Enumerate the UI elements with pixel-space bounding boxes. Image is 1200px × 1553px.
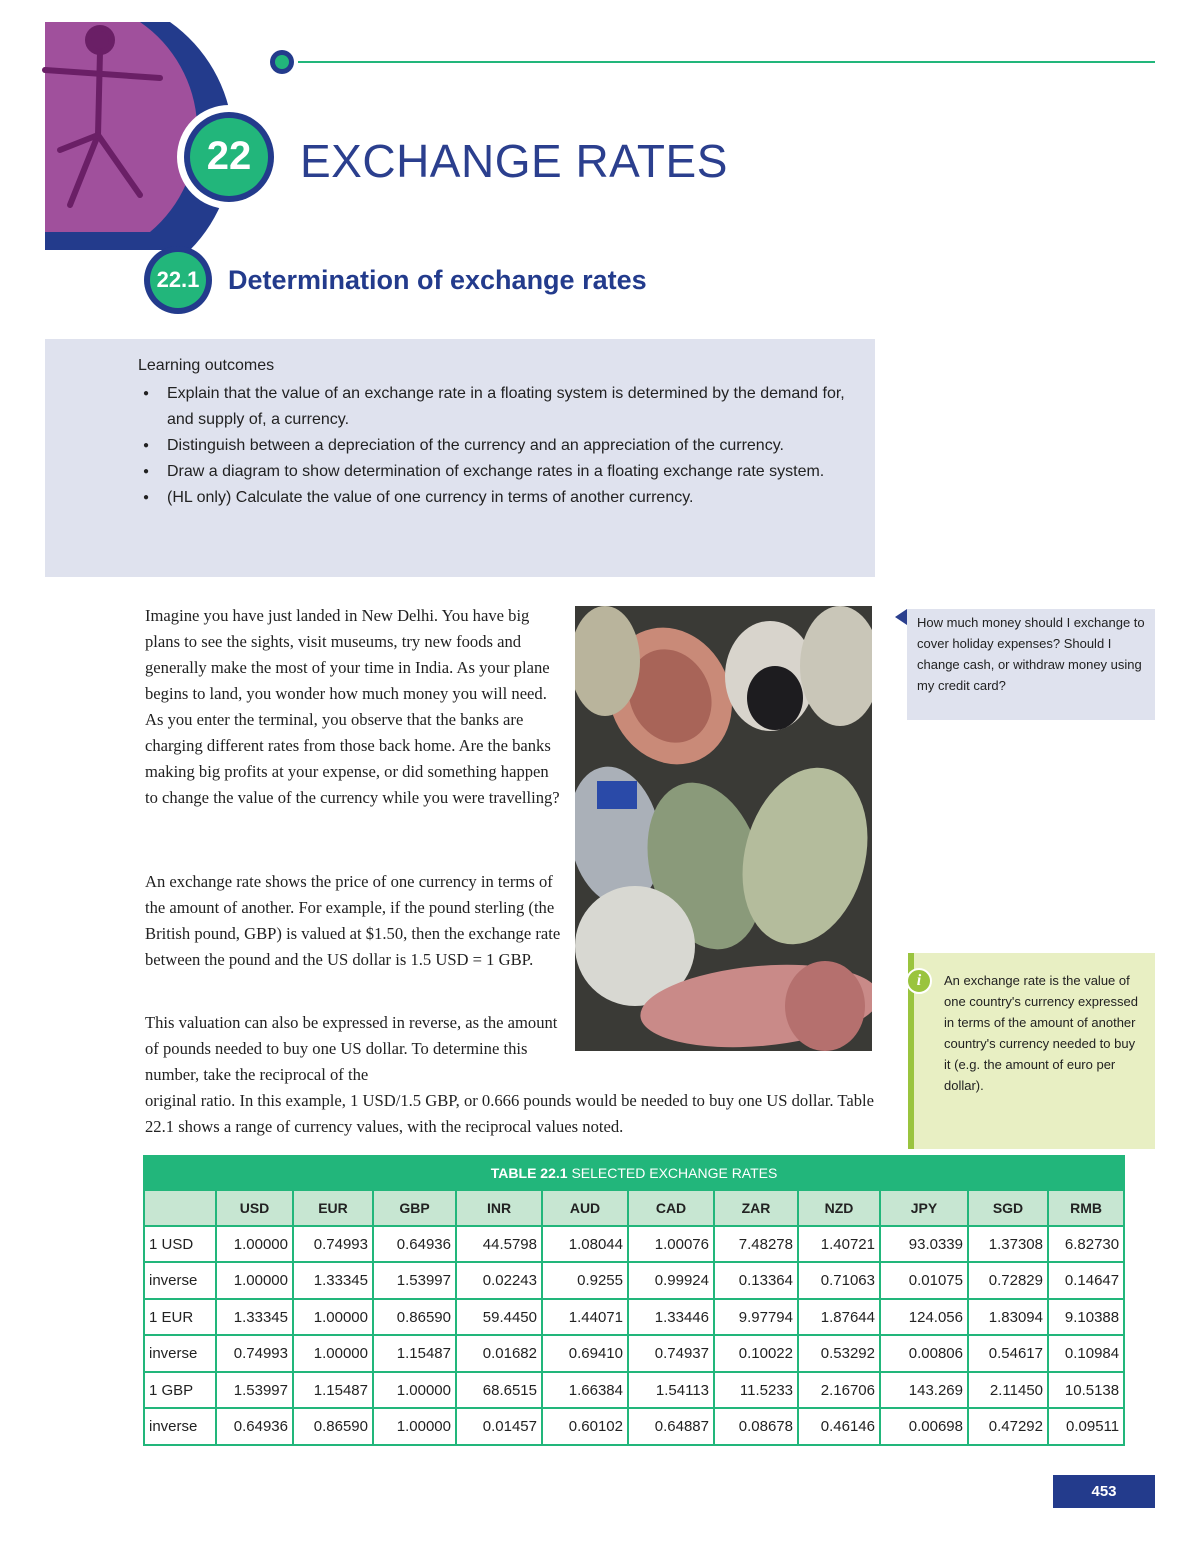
table-caption-label: TABLE 22.1 xyxy=(490,1165,568,1181)
table-column-header: CAD xyxy=(628,1190,714,1226)
table-cell: 1.66384 xyxy=(542,1372,628,1408)
table-cell: 1.00000 xyxy=(293,1335,373,1372)
table-cell: 0.64936 xyxy=(216,1408,293,1445)
table-cell: 0.14647 xyxy=(1048,1262,1124,1299)
table-column-header: INR xyxy=(456,1190,542,1226)
table-cell: 1.53997 xyxy=(216,1372,293,1408)
table-cell: 1.00000 xyxy=(216,1226,293,1262)
table-cell: 1.33345 xyxy=(293,1262,373,1299)
table-cell: 1.15487 xyxy=(373,1335,456,1372)
table-row xyxy=(144,1262,1124,1299)
table-cell: 0.74993 xyxy=(293,1226,373,1262)
table-cell: 0.01457 xyxy=(456,1408,542,1445)
table-cell: 2.16706 xyxy=(798,1372,880,1408)
table-cell: 0.69410 xyxy=(542,1335,628,1372)
table-row-label: inverse xyxy=(144,1408,216,1445)
table-cell: 1.83094 xyxy=(968,1299,1048,1335)
table-cell: 0.64887 xyxy=(628,1408,714,1445)
chapter-number: 22 xyxy=(206,134,252,178)
table-cell: 0.01075 xyxy=(880,1262,968,1299)
margin-definition-text: An exchange rate is the value of one country's currency expressed in terms of the amount of another country's currency needed to buy it (e.g. the amount of euro per dollar). xyxy=(944,973,1138,1093)
table-cell: 10.5138 xyxy=(1048,1372,1124,1408)
table-cell: 1.00076 xyxy=(628,1226,714,1262)
margin-question-text: How much money should I exchange to cover holiday expenses? Should I change cash, or withdraw money using my credit card? xyxy=(917,615,1145,693)
table-cell: 0.02243 xyxy=(456,1262,542,1299)
table-cell: 0.72829 xyxy=(968,1262,1048,1299)
table-column-header: ZAR xyxy=(714,1190,798,1226)
body-paragraph-reciprocal: This valuation can also be expressed in reverse, as the amount of pounds needed to buy one US dollar. To determine this number, take the reciprocal of the xyxy=(145,1013,558,1084)
exchange-rates-table xyxy=(143,1155,1125,1446)
section-number: 22.1 xyxy=(156,267,200,292)
table-cell: 0.99924 xyxy=(628,1262,714,1299)
table-cell: 1.00000 xyxy=(216,1262,293,1299)
table-cell: 1.44071 xyxy=(542,1299,628,1335)
table-cell: 0.01682 xyxy=(456,1335,542,1372)
table-cell: 124.056 xyxy=(880,1299,968,1335)
table-body xyxy=(144,1226,1124,1445)
body-paragraph-reciprocal-cont: original ratio. In this example, 1 USD/1.5 GBP, or 0.666 pounds would be needed to buy one US dollar. Table 22.1 shows a range of currency values, with the reciprocal values noted. xyxy=(145,1091,875,1136)
table-cell: 0.71063 xyxy=(798,1262,880,1299)
table-cell: 0.47292 xyxy=(968,1408,1048,1445)
outcome-item: ● (HL only) Calculate the value of one currency in terms of another currency. xyxy=(138,485,867,511)
table-row-label: 1 USD xyxy=(144,1226,216,1262)
table-row-label: inverse xyxy=(144,1262,216,1299)
table-cell: 1.54113 xyxy=(628,1372,714,1408)
table-cell: 7.48278 xyxy=(714,1226,798,1262)
table-cell: 9.97794 xyxy=(714,1299,798,1335)
section-title: Determination of exchange rates xyxy=(228,265,647,295)
table-cell: 68.6515 xyxy=(456,1372,542,1408)
table-cell: 0.08678 xyxy=(714,1408,798,1445)
table-cell: 1.00000 xyxy=(373,1372,456,1408)
table-cell: 1.40721 xyxy=(798,1226,880,1262)
chapter-title: EXCHANGE RATES xyxy=(300,135,728,187)
table-cell: 0.74993 xyxy=(216,1335,293,1372)
table-column-header: USD xyxy=(216,1190,293,1226)
table-cell: 0.54617 xyxy=(968,1335,1048,1372)
table-cell: 0.13364 xyxy=(714,1262,798,1299)
table-cell: 0.64936 xyxy=(373,1226,456,1262)
table-caption xyxy=(144,1156,1124,1190)
table-column-header: RMB xyxy=(1048,1190,1124,1226)
table-cell: 1.15487 xyxy=(293,1372,373,1408)
table-cell: 1.08044 xyxy=(542,1226,628,1262)
table-column-header: EUR xyxy=(293,1190,373,1226)
table-cell: 11.5233 xyxy=(714,1372,798,1408)
table-row xyxy=(144,1335,1124,1372)
table-cell: 0.10984 xyxy=(1048,1335,1124,1372)
table-cell: 0.74937 xyxy=(628,1335,714,1372)
table-caption-text: SELECTED EXCHANGE RATES xyxy=(571,1165,778,1181)
table-cell: 0.46146 xyxy=(798,1408,880,1445)
table-cell: 0.00698 xyxy=(880,1408,968,1445)
table-column-header: NZD xyxy=(798,1190,880,1226)
rolled-banknotes-photo xyxy=(575,606,872,1051)
table-row-label: 1 EUR xyxy=(144,1299,216,1335)
table-row-label: 1 GBP xyxy=(144,1372,216,1408)
outcome-item: ● Draw a diagram to show determination of exchange rates in a floating exchange rate system. xyxy=(138,459,867,485)
table-cell: 1.33446 xyxy=(628,1299,714,1335)
table-column-header: AUD xyxy=(542,1190,628,1226)
info-icon: i xyxy=(906,968,932,994)
learning-outcomes-box xyxy=(45,339,875,577)
table-row xyxy=(144,1408,1124,1445)
table-row-label: inverse xyxy=(144,1335,216,1372)
table-cell: 0.10022 xyxy=(714,1335,798,1372)
table-cell: 0.9255 xyxy=(542,1262,628,1299)
learning-outcomes-heading: Learning outcomes xyxy=(138,357,275,374)
table-cell: 2.11450 xyxy=(968,1372,1048,1408)
table-cell: 93.0339 xyxy=(880,1226,968,1262)
table-cell: 0.86590 xyxy=(373,1299,456,1335)
body-paragraph-intro: Imagine you have just landed in New Delhi. You have big plans to see the sights, visit museums, try new foods and generally make the most of your time in India. As your plane begins to land, you wonder how much money you will need. As you enter the terminal, you observe that the banks are charging different rates from those back home. Are the banks making big profits at your expense, or did something happen to change the value of the currency while you were travelling? xyxy=(145,606,560,807)
table-cell: 0.09511 xyxy=(1048,1408,1124,1445)
table-cell: 1.37308 xyxy=(968,1226,1048,1262)
table-cell: 44.5798 xyxy=(456,1226,542,1262)
table-column-header: SGD xyxy=(968,1190,1048,1226)
table-column-header xyxy=(144,1190,216,1226)
table-cell: 1.00000 xyxy=(373,1408,456,1445)
table-cell: 0.60102 xyxy=(542,1408,628,1445)
table-cell: 0.53292 xyxy=(798,1335,880,1372)
table-cell: 0.86590 xyxy=(293,1408,373,1445)
table-cell: 1.53997 xyxy=(373,1262,456,1299)
pointer-arrow-icon xyxy=(895,609,907,625)
learning-outcomes-list xyxy=(138,381,875,511)
table-column-header: GBP xyxy=(373,1190,456,1226)
table-cell: 1.33345 xyxy=(216,1299,293,1335)
table-column-header: JPY xyxy=(880,1190,968,1226)
table-row xyxy=(144,1372,1124,1408)
table-cell: 1.87644 xyxy=(798,1299,880,1335)
table-cell: 0.00806 xyxy=(880,1335,968,1372)
table-cell: 59.4450 xyxy=(456,1299,542,1335)
table-row xyxy=(144,1299,1124,1335)
table-cell: 6.82730 xyxy=(1048,1226,1124,1262)
table-cell: 9.10388 xyxy=(1048,1299,1124,1335)
table-header-row xyxy=(144,1190,1124,1226)
body-paragraph-definition: An exchange rate shows the price of one currency in terms of the amount of another. For example, if the pound sterling (the British pound, GBP) is valued at $1.50, then the exchange rate between the pound and the US dollar is 1.5 USD = 1 GBP. xyxy=(145,872,561,969)
table-cell: 1.00000 xyxy=(293,1299,373,1335)
table-row xyxy=(144,1226,1124,1262)
outcome-item: ● Distinguish between a depreciation of the currency and an appreciation of the currency. xyxy=(138,433,867,459)
page-number: 453 xyxy=(1053,1475,1155,1508)
table-cell: 143.269 xyxy=(880,1372,968,1408)
outcome-item: ● Explain that the value of an exchange rate in a floating system is determined by the demand for, and supply of, a currency. xyxy=(138,381,867,433)
